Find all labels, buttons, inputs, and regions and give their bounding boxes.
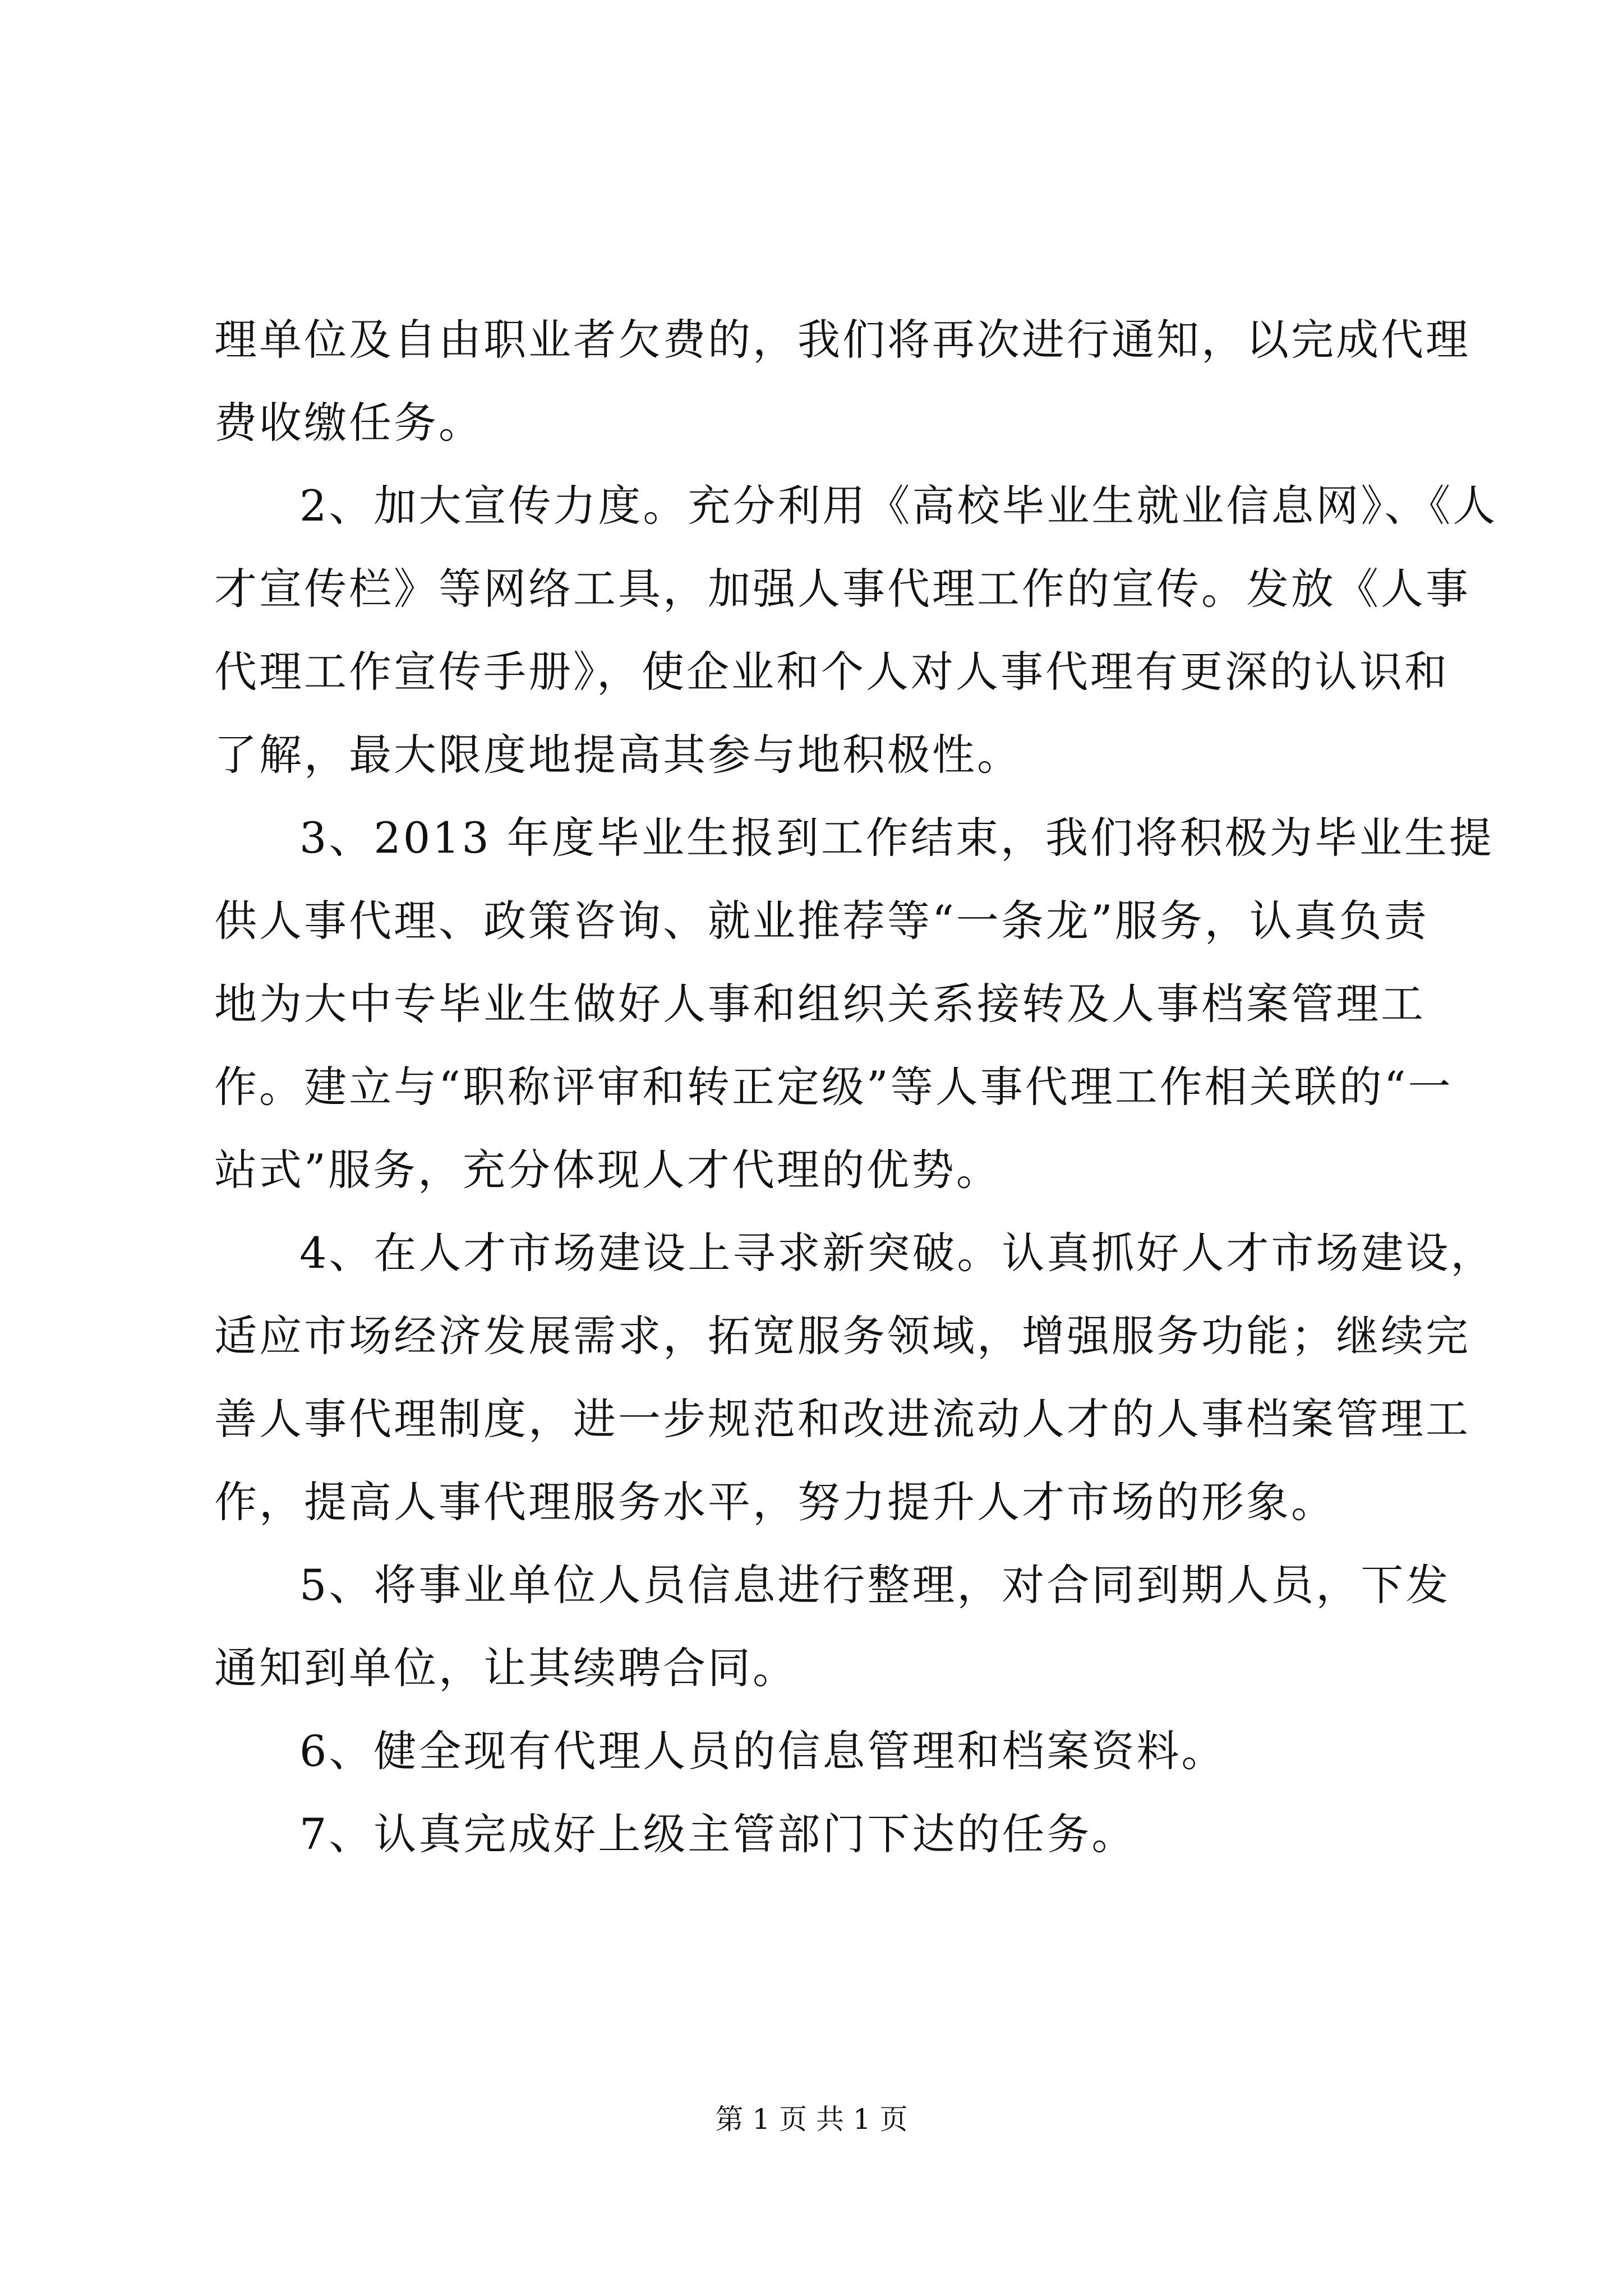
paragraph-4-line: 4、在人才市场建设上寻求新突破。认真抓好人才市场建设， bbox=[299, 1228, 1496, 1278]
text-line: 了解，最大限度地提高其参与地积极性。 bbox=[214, 730, 1022, 780]
text-line: 费收缴任务。 bbox=[214, 398, 483, 448]
text-line: 地为大中专毕业生做好人事和组织关系接转及人事档案管理工 bbox=[214, 979, 1426, 1029]
paragraph-6-line: 6、健全现有代理人员的信息管理和档案资料。 bbox=[299, 1726, 1227, 1776]
text-line: 善人事代理制度，进一步规范和改进流动人才的人事档案管理工 bbox=[214, 1394, 1470, 1444]
text-line: 理单位及自由职业者欠费的，我们将再次进行通知，以完成代理 bbox=[214, 315, 1470, 365]
text-line: 通知到单位，让其续聘合同。 bbox=[214, 1643, 797, 1693]
text-line: 代理工作宣传手册》，使企业和个人对人事代理有更深的认识和 bbox=[214, 647, 1449, 697]
text-line: 作，提高人事代理服务水平，努力提升人才市场的形象。 bbox=[214, 1477, 1336, 1527]
document-body bbox=[214, 298, 1498, 1876]
text-line: 站式”服务，充分体现人才代理的优势。 bbox=[214, 1145, 1001, 1195]
text-line: 供人事代理、政策咨询、就业推荐等“一条龙”服务，认真负责 bbox=[214, 896, 1429, 946]
text-line: 才宣传栏》等网络工具，加强人事代理工作的宣传。发放《人事 bbox=[214, 564, 1470, 614]
paragraph-7-line: 7、认真完成好上级主管部门下达的任务。 bbox=[299, 1809, 1137, 1859]
paragraph-3-line: 3、2013 年度毕业生报到工作结束，我们将积极为毕业生提 bbox=[299, 813, 1494, 863]
page-number-footer: 第 1 页 共 1 页 bbox=[715, 2103, 908, 2136]
paragraph-2-line: 2、加大宣传力度。充分利用《高校毕业生就业信息网》、《人 bbox=[299, 481, 1498, 531]
paragraph-5-line: 5、将事业单位人员信息进行整理，对合同到期人员，下发 bbox=[299, 1560, 1451, 1610]
text-line: 适应市场经济发展需求，拓宽服务领域，增强服务功能；继续完 bbox=[214, 1311, 1470, 1361]
text-line: 作。建立与“职称评审和转正定级”等人事代理工作相关联的“一 bbox=[214, 1062, 1453, 1112]
